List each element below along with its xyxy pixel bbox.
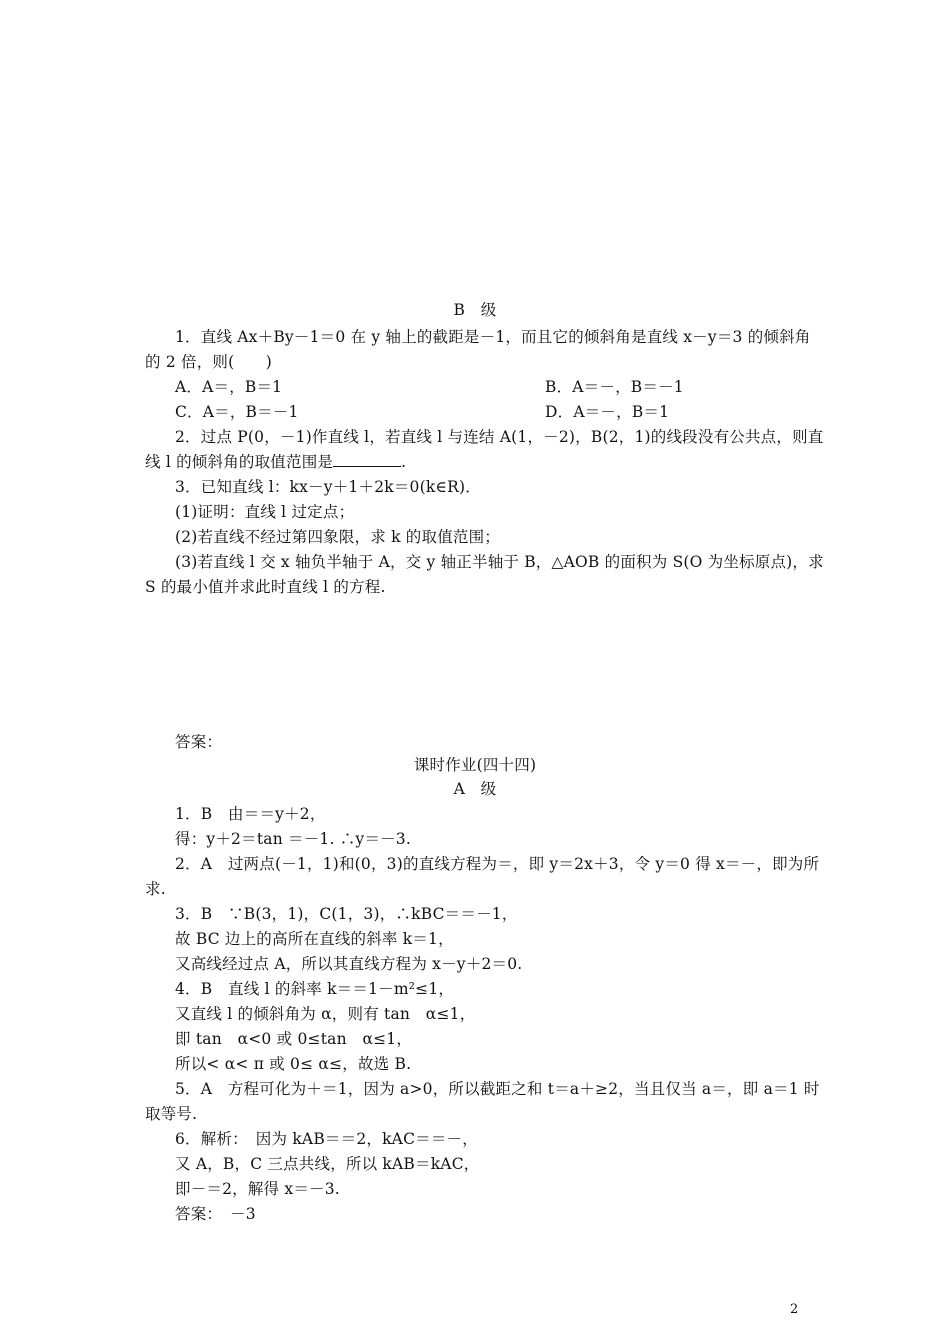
answer-line: 求. [145,880,166,898]
answer-blank [333,452,401,467]
answer-line: 又 A，B，C 三点共线，所以 kAB＝kAC， [175,1155,480,1173]
answer-line: 所以< α< π 或 0≤ α≤，故选 B. [175,1055,412,1073]
question-2-period: . [401,453,407,471]
answer-line: 5．A 方程可化为＋＝1，因为 a>0，所以截距之和 t＝a＋≥2，当且仅当 a＝，即 a＝1 时 [175,1080,820,1098]
page-number: 2 [790,1302,799,1317]
question-3-part-1: (1)证明：直线 l 过定点； [175,503,355,521]
answer-line: 即 tan α<0 或 0≤tan α≤1， [175,1030,413,1048]
answer-line: 又直线 l 的倾斜角为 α，则有 tan α≤1， [175,1005,476,1023]
question-2-text: 线 l 的倾斜角的取值范围是 [145,453,334,471]
option-a: A．A＝，B＝1 [175,378,283,396]
b-level-heading: B 级 [453,301,497,319]
option-d: D．A＝－，B＝1 [545,403,670,421]
option-b: B．A＝－，B＝－1 [545,378,684,396]
question-2-line-2 [145,452,406,472]
question-3-part-3-line-2: S 的最小值并求此时直线 l 的方程. [145,578,386,596]
answer-line: 故 BC 边上的高所在直线的斜率 k＝1， [175,930,454,948]
answer-line: 3．B ∵B(3，1)，C(1，3)，∴kBC＝＝－1， [175,905,518,923]
answer-line: 得：y＋2＝tan ＝－1. ∴y＝－3. [175,830,411,848]
a-level-heading: A 级 [453,780,497,798]
question-1-line-2: 的 2 倍，则( ) [145,353,273,371]
answer-line: 又高线经过点 A，所以其直线方程为 x－y＋2＝0. [175,955,523,973]
question-1-line-1: 1．直线 Ax＋By－1＝0 在 y 轴上的截距是－1，而且它的倾斜角是直线 x－y＝3 的倾斜角 [175,328,811,346]
answer-line: 答案： －3 [175,1205,256,1223]
answers-label: 答案： [175,733,223,751]
answer-line: 取等号. [145,1105,198,1123]
question-3-part-3-line-1: (3)若直线 l 交 x 轴负半轴于 A，交 y 轴正半轴于 B，△AOB 的面积为 S(O 为坐标原点)，求 [175,553,824,571]
question-2-line-1: 2．过点 P(0，－1)作直线 l，若直线 l 与连结 A(1，－2)，B(2，1)的线段没有公共点，则直 [175,428,824,446]
question-3-part-2: (2)若直线不经过第四象限，求 k 的取值范围； [175,528,501,546]
question-3-line-1: 3．已知直线 l：kx－y＋1＋2k＝0(k∈R)． [175,478,481,496]
answers-title: 课时作业(四十四) [413,756,537,774]
answer-line: 即－＝2，解得 x＝－3. [175,1180,340,1198]
option-c: C．A＝，B＝－1 [175,403,299,421]
answer-line: 2．A 过两点(－1，1)和(0，3)的直线方程为＝，即 y＝2x＋3，令 y＝0 得 x＝－，即为所 [175,855,820,873]
answer-line: 1．B 由＝＝y＋2， [175,805,326,823]
answer-line: 6．解析： 因为 kAB＝＝2，kAC＝＝－， [175,1130,478,1148]
answer-line: 4．B 直线 l 的斜率 k＝＝1－m²≤1， [175,980,455,998]
